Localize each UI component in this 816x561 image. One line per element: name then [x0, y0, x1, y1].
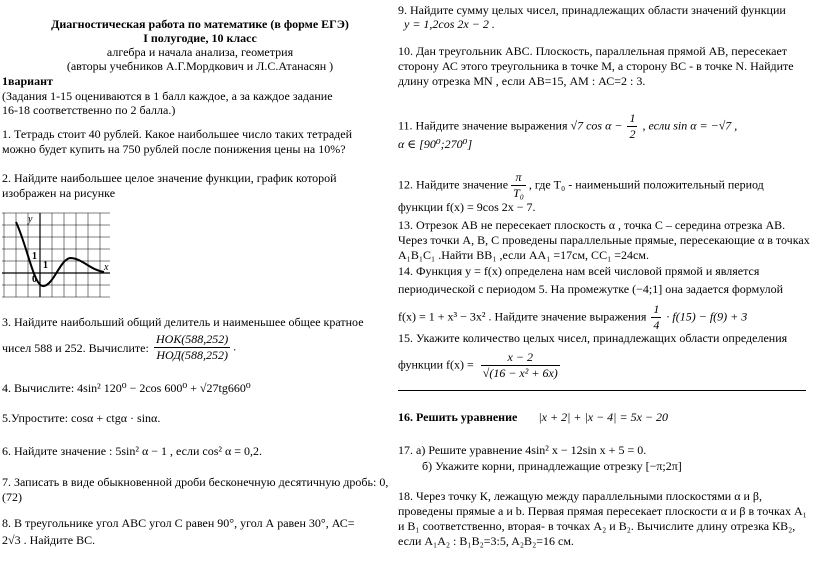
task-3: 3. Найдите наибольший общий делитель и наименьшее общее кратное [2, 315, 364, 329]
gcd-lcm-fraction: $\frac{\text{НОК(588,252)}}{\text{НОД(588,252)}}$ . [156, 332, 237, 362]
task-2: 2. Найдите наибольшее целое значение функции, график которой изображен на рисунке [2, 171, 337, 200]
pi-numerator: π [511, 170, 526, 186]
task-14-expression: · f(15) − f(9) + 3 [666, 309, 748, 324]
task-7: 7. Записать в виде обыкновенной дроби бесконечную десятичную дробь: 0,(72) [2, 475, 389, 504]
task-4: 4. Вычислите: 4sin² 120⁰ − 2cos 600⁰ + √27tg660⁰ [2, 381, 251, 395]
task-9-function: y = 1,2cos 2x − 2 . [404, 17, 495, 31]
function-curve [16, 222, 104, 286]
task-12-text: 12. Найдите значение [398, 177, 509, 192]
task-16-text: 16. Решить уравнение [398, 410, 518, 424]
half-denominator: 2 [629, 127, 636, 141]
task-11-condition: , если sin α = −√7 , [642, 118, 738, 133]
task-18: 18. Через точку К, лежащую между параллельными плоскостями α и β, проведены прямые a и b. Первая прямая пересекает плоскости α и β в точках A₁ и B₁ соответственно, вторая- в точках A₂ и B₂. Вычислите длину отрезка КB₂, если A₁A₂ : B₁B₂=3:5, A₂B₂=16 см. [398, 489, 807, 548]
section-divider [398, 390, 806, 391]
fraction-denominator: НОД(588,252) [156, 348, 228, 362]
origin-label: 0 [32, 274, 37, 285]
scoring-line-2: 16-18 соответственно по 2 балла.) [2, 103, 176, 117]
task-12 [398, 170, 764, 201]
doc-title: Диагностическая работа по математике (в форме ЕГЭ) [51, 17, 349, 31]
task-11-text: 11. Найдите значение выражения [398, 118, 568, 133]
task-10: 10. Дан треугольник АВС. Плоскость, параллельная прямой АВ, пересекает сторону АС этого треугольника в точке М, а сторону ВС - в точке N. Найдите длину отрезка MN , если АВ=15, АМ : АС=2 : 3. [398, 44, 794, 88]
task-12-function: функции f(x) = 9cos 2x − 7. [398, 200, 536, 214]
task-14-period: периодической с периодом 5. На промежутке (−4;1] она задается формулой [398, 282, 784, 296]
domain-numerator: x − 2 [481, 350, 560, 366]
task-14-formula [398, 302, 747, 333]
quarter-denominator: 4 [653, 318, 660, 332]
task-8: 8. В треугольнике угол АВС угол С равен 90°, угол А равен 30°, АС= [2, 516, 355, 530]
function-graph [2, 208, 112, 298]
task-15-function-text: функции f(x) = [398, 357, 474, 372]
task-12-rest: , где T₀ - наименьший положительный период [528, 177, 764, 192]
period-denominator: T₀ [513, 186, 524, 200]
x-unit-label: 1 [43, 260, 48, 271]
task-6: 6. Найдите значение : 5sin² α − 1 , если cos² α = 0,2. [2, 444, 263, 458]
task-17-b: б) Укажите корни, принадлежащие отрезку [−π;2π] [422, 459, 682, 473]
half-numerator: 1 [629, 111, 636, 125]
task-9: 9. Найдите сумму целых чисел, принадлежащих области значений функции [398, 3, 786, 17]
semester: I полугодие, 10 класс [143, 31, 257, 45]
task-3-compute: чисел 588 и 252. Вычислите: [2, 341, 149, 355]
domain-denominator: √(16 − x² + 6x) [482, 366, 558, 380]
authors: (авторы учебников А.Г.Мордкович и Л.С.Атанасян ) [66, 59, 334, 73]
task-11-interval: α ∈ [90⁰;270⁰] [398, 137, 473, 151]
fraction-numerator: НОК(588,252) [156, 332, 229, 346]
task-16-equation: |x + 2| + |x − 4| = 5x − 20 [538, 410, 669, 424]
task-14-formula-text: f(x) = 1 + x³ − 3x² . Найдите значение выражения [398, 309, 647, 324]
task-13: 13. Отрезок АВ не пересекает плоскость α , точка С – середина отрезка АВ. Через точки А, В, С проведены параллельные прямые, пересекающие α в точках A₁B₁C₁ .Найти BB₁ ,если AA₁ =17см, CC₁ =24см. [398, 218, 810, 262]
variant: 1вариант [2, 74, 53, 88]
scoring-line-1: (Задания 1-15 оцениваются в 1 балл каждое, а за каждое задание [2, 89, 333, 103]
task-11-expr: √7 cos α − [570, 118, 623, 133]
x-axis-label: x [104, 262, 109, 273]
subject: алгебра и начала анализа, геометрия [106, 45, 294, 59]
quarter-numerator: 1 [653, 302, 660, 316]
y-unit-label: 1 [32, 251, 37, 262]
task-14: 14. Функция y = f(x) определена нам всей числовой прямой и является [398, 264, 760, 278]
task-15-function [398, 350, 560, 381]
task-8-cont: 2√3 . Найдите ВС. [2, 533, 96, 547]
task-15: 15. Укажите количество целых чисел, принадлежащих области определения [398, 331, 788, 345]
task-1: 1. Тетрадь стоит 40 рублей. Какое наибольшее число таких тетрадей можно будет купить на 750 рублей после понижения цены на 10%? [2, 127, 353, 156]
y-axis-label: y [28, 214, 33, 225]
task-17: 17. а) Решите уравнение 4sin² x − 12sin x + 5 = 0. [398, 443, 647, 457]
task-5: 5.Упростите: cosα + ctgα · sinα. [2, 411, 161, 425]
task-16 [398, 410, 668, 425]
